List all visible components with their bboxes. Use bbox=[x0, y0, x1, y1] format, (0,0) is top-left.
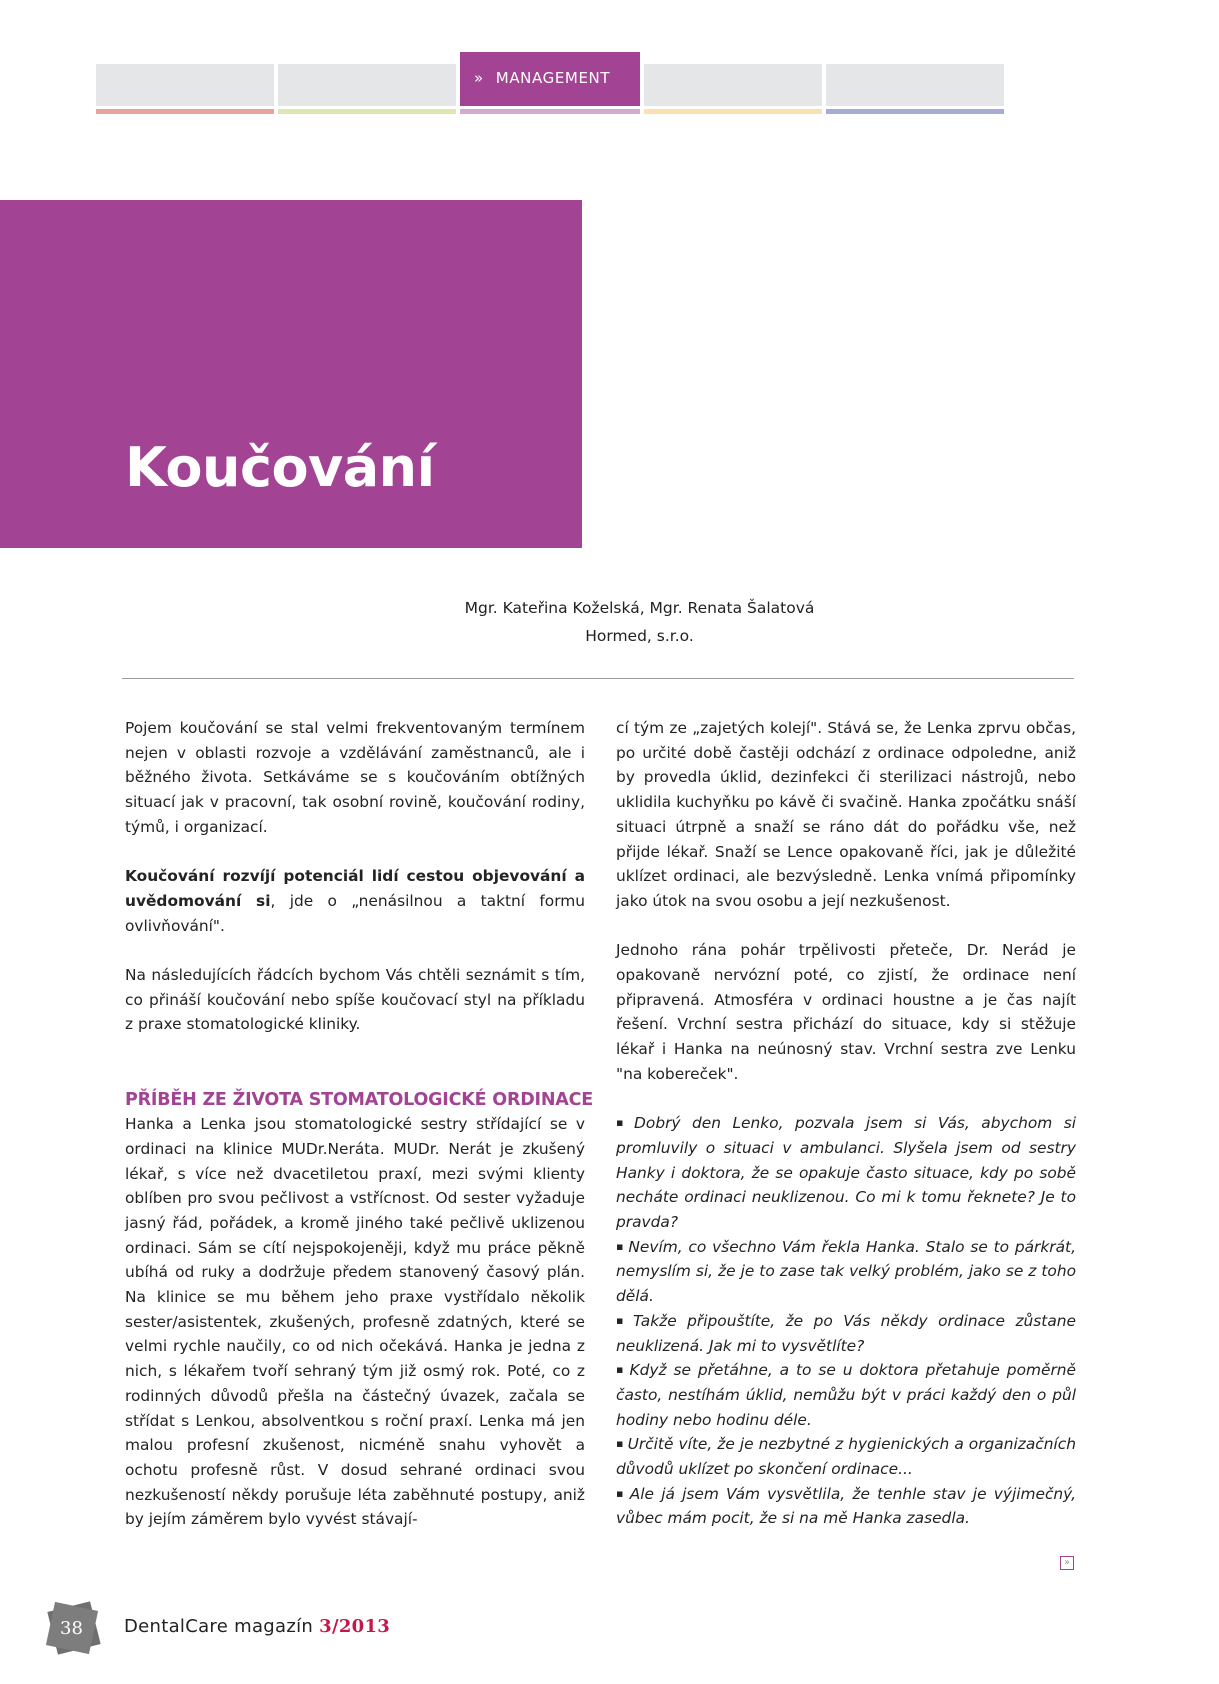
dialog-text: Ale já jsem Vám vysvětlila, že tenhle stav je výjimečný, vůbec mám pocit, že si na mě Hanka zasedla. bbox=[616, 1484, 1076, 1528]
right-column bbox=[616, 716, 1076, 1531]
tab-1[interactable] bbox=[96, 64, 274, 106]
bullet-icon: ▪ bbox=[616, 1363, 626, 1377]
tab-stripe bbox=[96, 109, 274, 114]
double-chevron-right-icon: » bbox=[474, 69, 484, 87]
paragraph-text: , jde o „nenásilnou a taktní formu ovlivňování". bbox=[125, 891, 585, 935]
magazine-name: DentalCare magazín bbox=[124, 1616, 320, 1637]
dialog-line bbox=[616, 1111, 1076, 1235]
tab-2[interactable] bbox=[278, 64, 456, 106]
paragraph bbox=[125, 864, 585, 938]
divider bbox=[122, 678, 1074, 679]
page-number-badge bbox=[48, 1600, 96, 1656]
dialog-text: Když se přetáhne, a to se u doktora přetahuje poměrně často, nestíhám úklid, nemůžu být v práci každý den o půl hodiny nebo hodinu déle. bbox=[616, 1361, 1076, 1429]
left-column bbox=[125, 716, 594, 1532]
title-block bbox=[0, 200, 582, 548]
dialog-text: Nevím, co všechno Vám řekla Hanka. Stalo se to párkrát, nemyslím si, že je to zase tak velký problém, jako se z toho dělá. bbox=[616, 1237, 1076, 1306]
tab-stripe bbox=[460, 109, 640, 114]
bullet-icon: ▪ bbox=[616, 1437, 624, 1451]
affiliation: Hormed, s.r.o. bbox=[585, 627, 694, 645]
tab-management-label: MANAGEMENT bbox=[495, 69, 611, 87]
tab-5[interactable] bbox=[826, 64, 1004, 106]
paragraph: Jednoho rána pohár trpělivosti přeteče, Dr. Nerád je opakovaně nervózní poté, co zjistí, že ordinace není připravená. Atmosféra v ordinaci houstne a je čas najít řešení. Vrchní sestra přichází do situace, kdy si stěžuje lékař i Hanka na neúnosný stav. Vrchní sestra zve Lenku "na kobereček". bbox=[616, 941, 1076, 1083]
dialog-line bbox=[616, 1235, 1076, 1309]
authors: Mgr. Kateřina Koželská, Mgr. Renata Šalatová bbox=[464, 599, 815, 617]
bullet-icon: ▪ bbox=[616, 1313, 630, 1327]
dialog-text: Dobrý den Lenko, pozvala jsem si Vás, abychom si promluvily o situaci v ambulanci. Slyšela jsem od sestry Hanky i doktora, že se opakuje často situace, kdy po sobě necháte ordinaci neuklizenou. Co mi k tomu řeknete? Je to pravda? bbox=[616, 1114, 1076, 1232]
tab-4[interactable] bbox=[644, 64, 822, 106]
tab-stripe bbox=[278, 109, 456, 114]
dialog-line bbox=[616, 1358, 1076, 1432]
tab-stripe bbox=[826, 109, 1004, 114]
continue-arrow-icon[interactable]: » bbox=[1060, 1556, 1074, 1570]
paragraph: Na následujících řádcích bychom Vás chtěli seznámit s tím, co přináší koučování nebo spíše koučovací styl na příkladu z praxe stomatologické kliniky. bbox=[125, 966, 585, 1034]
issue-number: 3/2013 bbox=[319, 1616, 391, 1637]
dialog-line bbox=[616, 1309, 1076, 1358]
tab-management[interactable] bbox=[460, 52, 640, 106]
section-heading: PŘÍBĚH ZE ŽIVOTA STOMATOLOGICKÉ ORDINACE bbox=[125, 1090, 594, 1111]
bullet-icon: ▪ bbox=[616, 1116, 631, 1130]
section-tabbar bbox=[96, 52, 1072, 112]
paragraph: Pojem koučování se stal velmi frekventovaným termínem nejen v oblasti rozvoje a vzdělávání zaměstnanců, ale i běžného života. Setkáváme se s koučováním obtížných situací jak v pracovní, tak osobní rovině, koučování rodiny, týmů, i organizací. bbox=[125, 719, 585, 836]
dialog bbox=[616, 1111, 1076, 1531]
dialog-line bbox=[616, 1482, 1076, 1531]
dialog-text: Určitě víte, že je nezbytné z hygienických a organizačních důvodů uklízet po skončení ordinace... bbox=[616, 1435, 1076, 1479]
tab-stripe bbox=[644, 109, 822, 114]
article-title: Koučování bbox=[125, 436, 435, 499]
dialog-text: Takže připouštíte, že po Vás někdy ordinace zůstane neuklizená. Jak mi to vysvětlíte? bbox=[616, 1311, 1076, 1355]
paragraph: cí tým ze „zajetých kolejí". Stává se, že Lenka zprvu občas, po určité době častěji odchází z ordinace odpoledne, aniž by provedla úklid, dezinfekci či sterilizaci nástrojů, nebo uklidila kuchyňku po kávě či svačině. Hanka zpočátku snáší situaci útrpně a snaží se ráno dát do pořádku vše, než přijde lékař. Snaží se Lence opakovaně říci, jak je důležité uklízet ordinaci, ale bezvýsledně. Lenka vnímá připomínky jako útok na svou osobu a její nezkušenost. bbox=[616, 719, 1076, 910]
page-number: 38 bbox=[60, 1618, 83, 1639]
byline bbox=[0, 594, 1219, 650]
dialog-line bbox=[616, 1432, 1076, 1481]
paragraph: Hanka a Lenka jsou stomatologické sestry střídající se v ordinaci na klinice MUDr.Neráta. MUDr. Nerát je zkušený lékař, s více než dvacetiletou praxí, mezi svými klienty oblíben pro svou pečlivost a vstřícnost. Od sester vyžaduje jasný řád, pořádek, a kromě jiného také pečlivě uklizenou ordinaci. Sám se cítí nejspokojeněji, když mu práce pěkně ubíhá od ruky a dodržuje předem stanovený časový plán. Na klinice se mu během jeho praxe vystřídalo několik sester/asistentek, zkušených, profesně zdatných, které se velmi rychle naučily, co od nich očekává. Hanka je jedna z nich, s lékařem tvoří sehraný tým již osmý rok. Poté, co z rodinných důvodů přešla na částečný úvazek, začala se střídat s Lenkou, absolventkou s roční praxí. Lenka má jen malou profesní zkušenost, nicméně snahu vyhovět a ochotu profesně růst. V dosud sehrané ordinaci svou nezkušeností někdy porušuje léta zaběhnuté postupy, aniž by jejím záměrem bylo vyvést stávají- bbox=[125, 1115, 585, 1529]
tab-label bbox=[474, 69, 610, 87]
bold-statement: Koučování rozvíjí potenciál lidí cestou objevování a uvědomování si bbox=[125, 867, 585, 910]
bullet-icon: ▪ bbox=[616, 1486, 626, 1500]
bullet-icon: ▪ bbox=[616, 1239, 625, 1253]
footer-publication bbox=[124, 1616, 390, 1637]
